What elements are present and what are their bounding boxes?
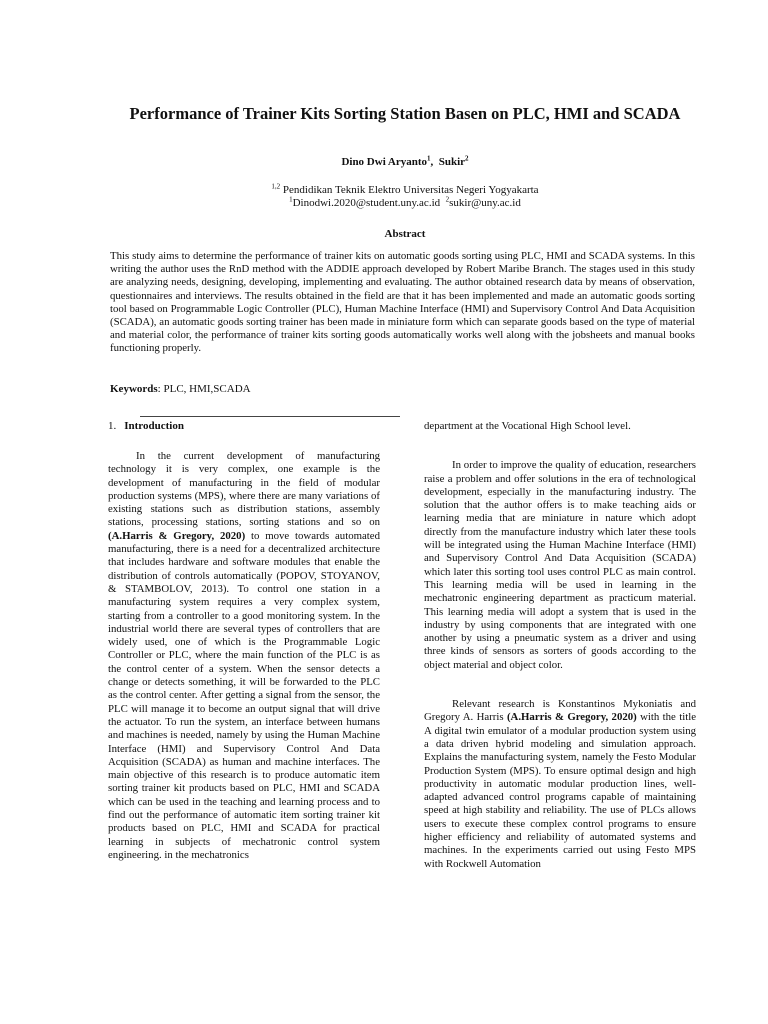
author-line: [110, 156, 700, 168]
p3-text-b: with the title A digital twin emulator of a modular production system using a data driven hybrid modeling and simulation approach. Explains the manufacturing system, namely the Festo Modular Production System (MPS). To ensure optimal design and high productivity in automatic modular production lines, well-adapted advanced control programs capable of maintaining speed at high stability and reliability. The use of PLCs allows users to execute these complex control programs to ensure higher efficiency and reliability of automated systems and machines. In the experiments carried out using Festo MPS with Rockwell Automation: [424, 711, 696, 870]
intro-paragraph-1: [108, 450, 380, 862]
paper-title: Performance of Trainer Kits Sorting Station Basen on PLC, HMI and SCADA: [129, 104, 681, 123]
email-line: [110, 197, 700, 210]
affiliation-sup: 1,2: [271, 182, 281, 191]
email-1-sup: 1: [289, 195, 293, 204]
email-2-sup: 2: [445, 195, 450, 204]
email-2: sukir@uny.ac.id: [449, 197, 521, 209]
abstract-heading: Abstract: [384, 228, 426, 240]
author-2: Sukir: [438, 156, 466, 168]
section-title: Introduction: [124, 420, 184, 432]
p3-text-a: Relevant research is Konstantinos Mykoniatis and Gregory A. Harris: [424, 698, 696, 724]
section-divider: [140, 416, 400, 417]
left-column: [108, 420, 380, 862]
author-separator: ,: [430, 156, 439, 168]
intro-paragraph-1-continued: department at the Vocational High School level.: [424, 420, 631, 432]
keywords-text: : PLC, HMI,SCADA: [157, 383, 251, 395]
email-1: Dinodwi.2020@student.uny.ac.id: [292, 197, 441, 209]
keywords-label: Keywords: [110, 383, 158, 395]
p1-text-b: to move towards automated manufacturing, there is a need for a decentralized architecture that includes hardware and software modules that enable the distribution of controls automatically (POPOV, STOYANOV, & STAMBOLOV, 2013). To control one station in a manufacturing system requires a very complex system, starting from a controller to a good monitoring system. In the industrial world there are several types of controllers that are widely used, one of which is the Programmable Logic Controller or PLC, where the main function of the PLC is as the control center of a system. When the sensor detects a change or detects something, it will be forwarded to the PLC as the control center. After getting a signal from the sensor, the PLC will manage it to become an output signal that will drive the actuator. To run the system, an interface between humans and machines is needed, namely by using the Human Machine Interface (HMI) and Supervisory Control And Data Acquisition (SCADA) as human and machine interfaces. The main objective of this research is to produce automatic item sorting trainer kit products based on PLC, HMI and SCADA which can be used in the teaching and learning process and to find out the performance of automatic item sorting trainer kit products based on PLC, HMI and SCADA for practical learning in subjects of mechatronic control system engineering. in the mechatronics: [108, 529, 380, 861]
intro-paragraph-3: [424, 698, 696, 871]
keywords: [110, 383, 695, 395]
affiliation-text: Pendidikan Teknik Elektro Universitas Negeri Yogyakarta: [280, 184, 539, 196]
affiliation-line: [110, 184, 700, 197]
p1-text-a: In the current development of manufacturing technology it is very complex, one example is the development of manufacturing in the field of modular production systems (MPS), where there are many variations of existing stations such as distribution stations, assembly stations, processing stations, sorting stations and so on: [108, 450, 380, 529]
p3-citation: (A.Harris & Gregory, 2020): [506, 711, 637, 724]
author-2-sup: 2: [465, 154, 469, 163]
right-column: [424, 420, 696, 871]
author-1-sup: 1: [427, 154, 431, 163]
section-number: 1.: [108, 420, 117, 432]
section-heading: [108, 420, 380, 432]
abstract-text: This study aims to determine the performance of trainer kits on automatic goods sorting using PLC, HMI and SCADA systems. In this writing the author uses the RnD method with the ADDIE approach developed by Robert Maribe Branch. The stages used in this study are analyzing needs, designing, developing, implementing and evaluating. The author obtained research data by means of observation, questionnaires and interviews. The results obtained in the field are that it has been implemented and made an automatic goods sorting tool based on Programmable Logic Controller (PLC), Human Machine Interface (HMI) and Supervisory Control And Data Acquisition (SCADA), an automatic goods sorting trainer has been made in miniature form which can separate goods based on the type of material and material color, the performance of trainer kits sorting goods automatically works well along with the jobsheets and manual books functioning properly.: [110, 250, 695, 355]
affiliation-block: [110, 184, 700, 210]
p1-citation: (A.Harris & Gregory, 2020): [108, 529, 246, 542]
intro-paragraph-2: In order to improve the quality of education, researchers raise a problem and offer solutions in the era of technological development, especially in the manufacturing industry. The solution that the author offers is to make teaching aids or learning media that are miniature in nature which adopt directly from the manufacture industry which later these tools will be integrated using the Human Machine Interface (HMI) and Supervisory Control And Data Acquisition (SCADA) which later this sorting tool uses control PLC as main control. This learning media will be used in learning in the mechatronic engineering department as practicum material. This learning media will adopt a system that is used in the industry by using components that are integrated with one another by using a pneumatic system as a driver and using three kinds of sensors as sorters of goods according to the object material and object color.: [424, 459, 696, 671]
author-1: Dino Dwi Aryanto: [341, 156, 427, 168]
